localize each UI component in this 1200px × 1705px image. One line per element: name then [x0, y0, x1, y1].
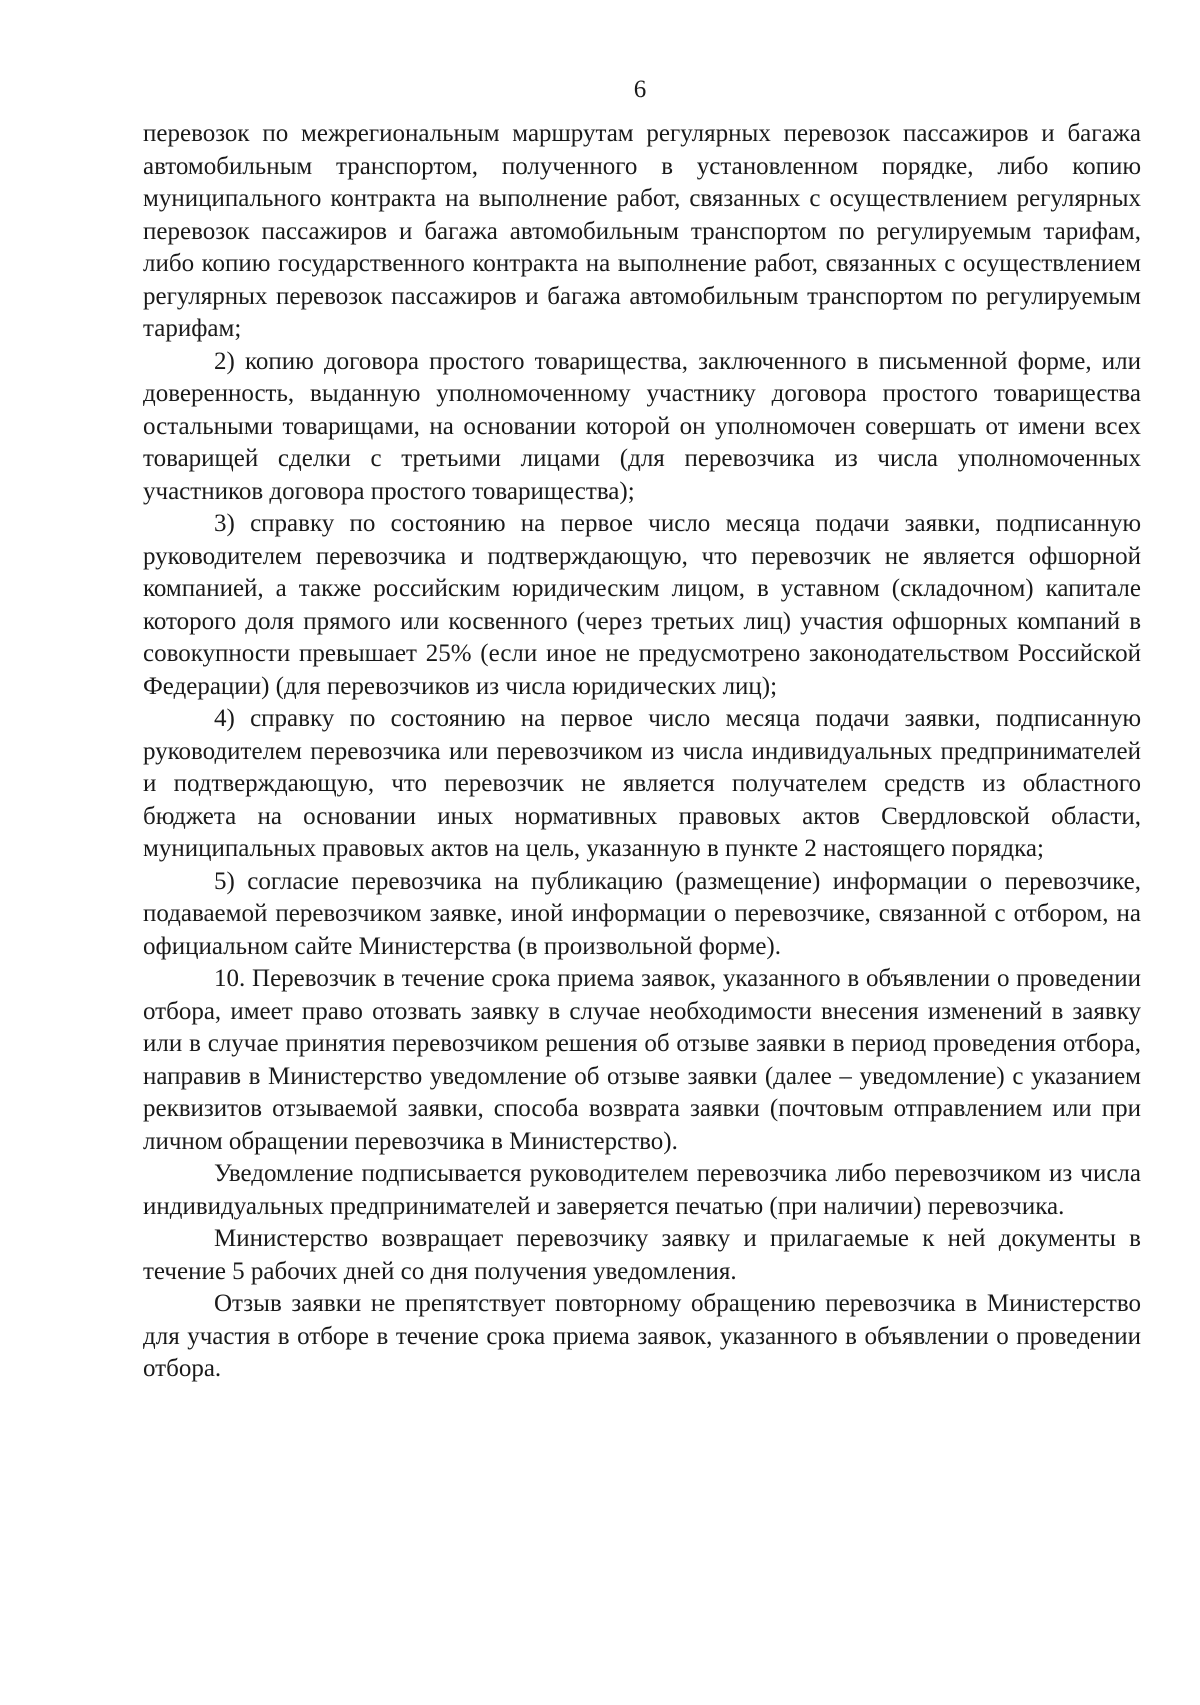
- paragraph-item-3: 3) справку по состоянию на первое число месяца подачи заявки, подписанную руководителем перевозчика и подтверждающую, что перевозчик не является офшорной компанией, а также российским юридическим лицом, в уставном (складочном) капитале которого доля прямого или косвенного (через третьих лиц) участия офшорных компаний в совокупности превышает 25% (если иное не предусмотрено законодательством Российской Федерации) (для перевозчиков из числа юридических лиц);: [143, 510, 1141, 700]
- paragraph-continuation: перевозок по межрегиональным маршрутам регулярных перевозок пассажиров и багажа автомобильным транспортом, полученного в установленном порядке, либо копию муниципального контракта на выполнение работ, связанных с осуществлением регулярных перевозок пассажиров и багажа автомобильным транспортом по регулируемым тарифам, либо копию государственного контракта на выполнение работ, связанных с осуществлением регулярных перевозок пассажиров и багажа автомобильным транспортом по регулируемым тарифам;: [143, 120, 1141, 342]
- paragraph-item-2: 2) копию договора простого товарищества, заключенного в письменной форме, или доверенность, выданную уполномоченному участнику договора простого товарищества остальными товарищами, на основании которой он уполномочен совершать от имени всех товарищей сделки с третьими лицами (для перевозчика из числа уполномоченных участников договора простого товарищества);: [143, 347, 1141, 505]
- paragraph-item-5: 5) согласие перевозчика на публикацию (размещение) информации о перевозчике, подаваемой перевозчиком заявке, иной информации о перевозчике, связанной с отбором, на официальном сайте Министерства (в произвольной форме).: [143, 867, 1141, 960]
- document-body: [143, 118, 1141, 1386]
- paragraph-notification-signing: Уведомление подписывается руководителем перевозчика либо перевозчиком из числа индивидуальных предпринимателей и заверяется печатью (при наличии) перевозчика.: [143, 1160, 1141, 1220]
- page-number: 6: [633, 76, 647, 103]
- paragraph-clause-10: 10. Перевозчик в течение срока приема заявок, указанного в объявлении о проведении отбора, имеет право отозвать заявку в случае необходимости внесения изменений в заявку или в случае принятия перевозчиком решения об отзыве заявки в период проведения отбора, направив в Министерство уведомление об отзыве заявки (далее – уведомление) с указанием реквизитов отзываемой заявки, способа возврата заявки (почтовым отправлением или при личном обращении перевозчика в Министерство).: [143, 965, 1141, 1155]
- paragraph-item-4: 4) справку по состоянию на первое число месяца подачи заявки, подписанную руководителем перевозчика или перевозчиком из числа индивидуальных предпринимателей и подтверждающую, что перевозчик не является получателем средств из областного бюджета на основании иных нормативных правовых актов Свердловской области, муниципальных правовых актов на цель, указанную в пункте 2 настоящего порядка;: [143, 705, 1141, 862]
- paragraph-withdrawal-effect: Отзыв заявки не препятствует повторному обращению перевозчика в Министерство для участия в отборе в течение срока приема заявок, указанного в объявлении о проведении отбора.: [143, 1290, 1141, 1382]
- paragraph-ministry-return: Министерство возвращает перевозчику заявку и прилагаемые к ней документы в течение 5 рабочих дней со дня получения уведомления.: [143, 1225, 1141, 1285]
